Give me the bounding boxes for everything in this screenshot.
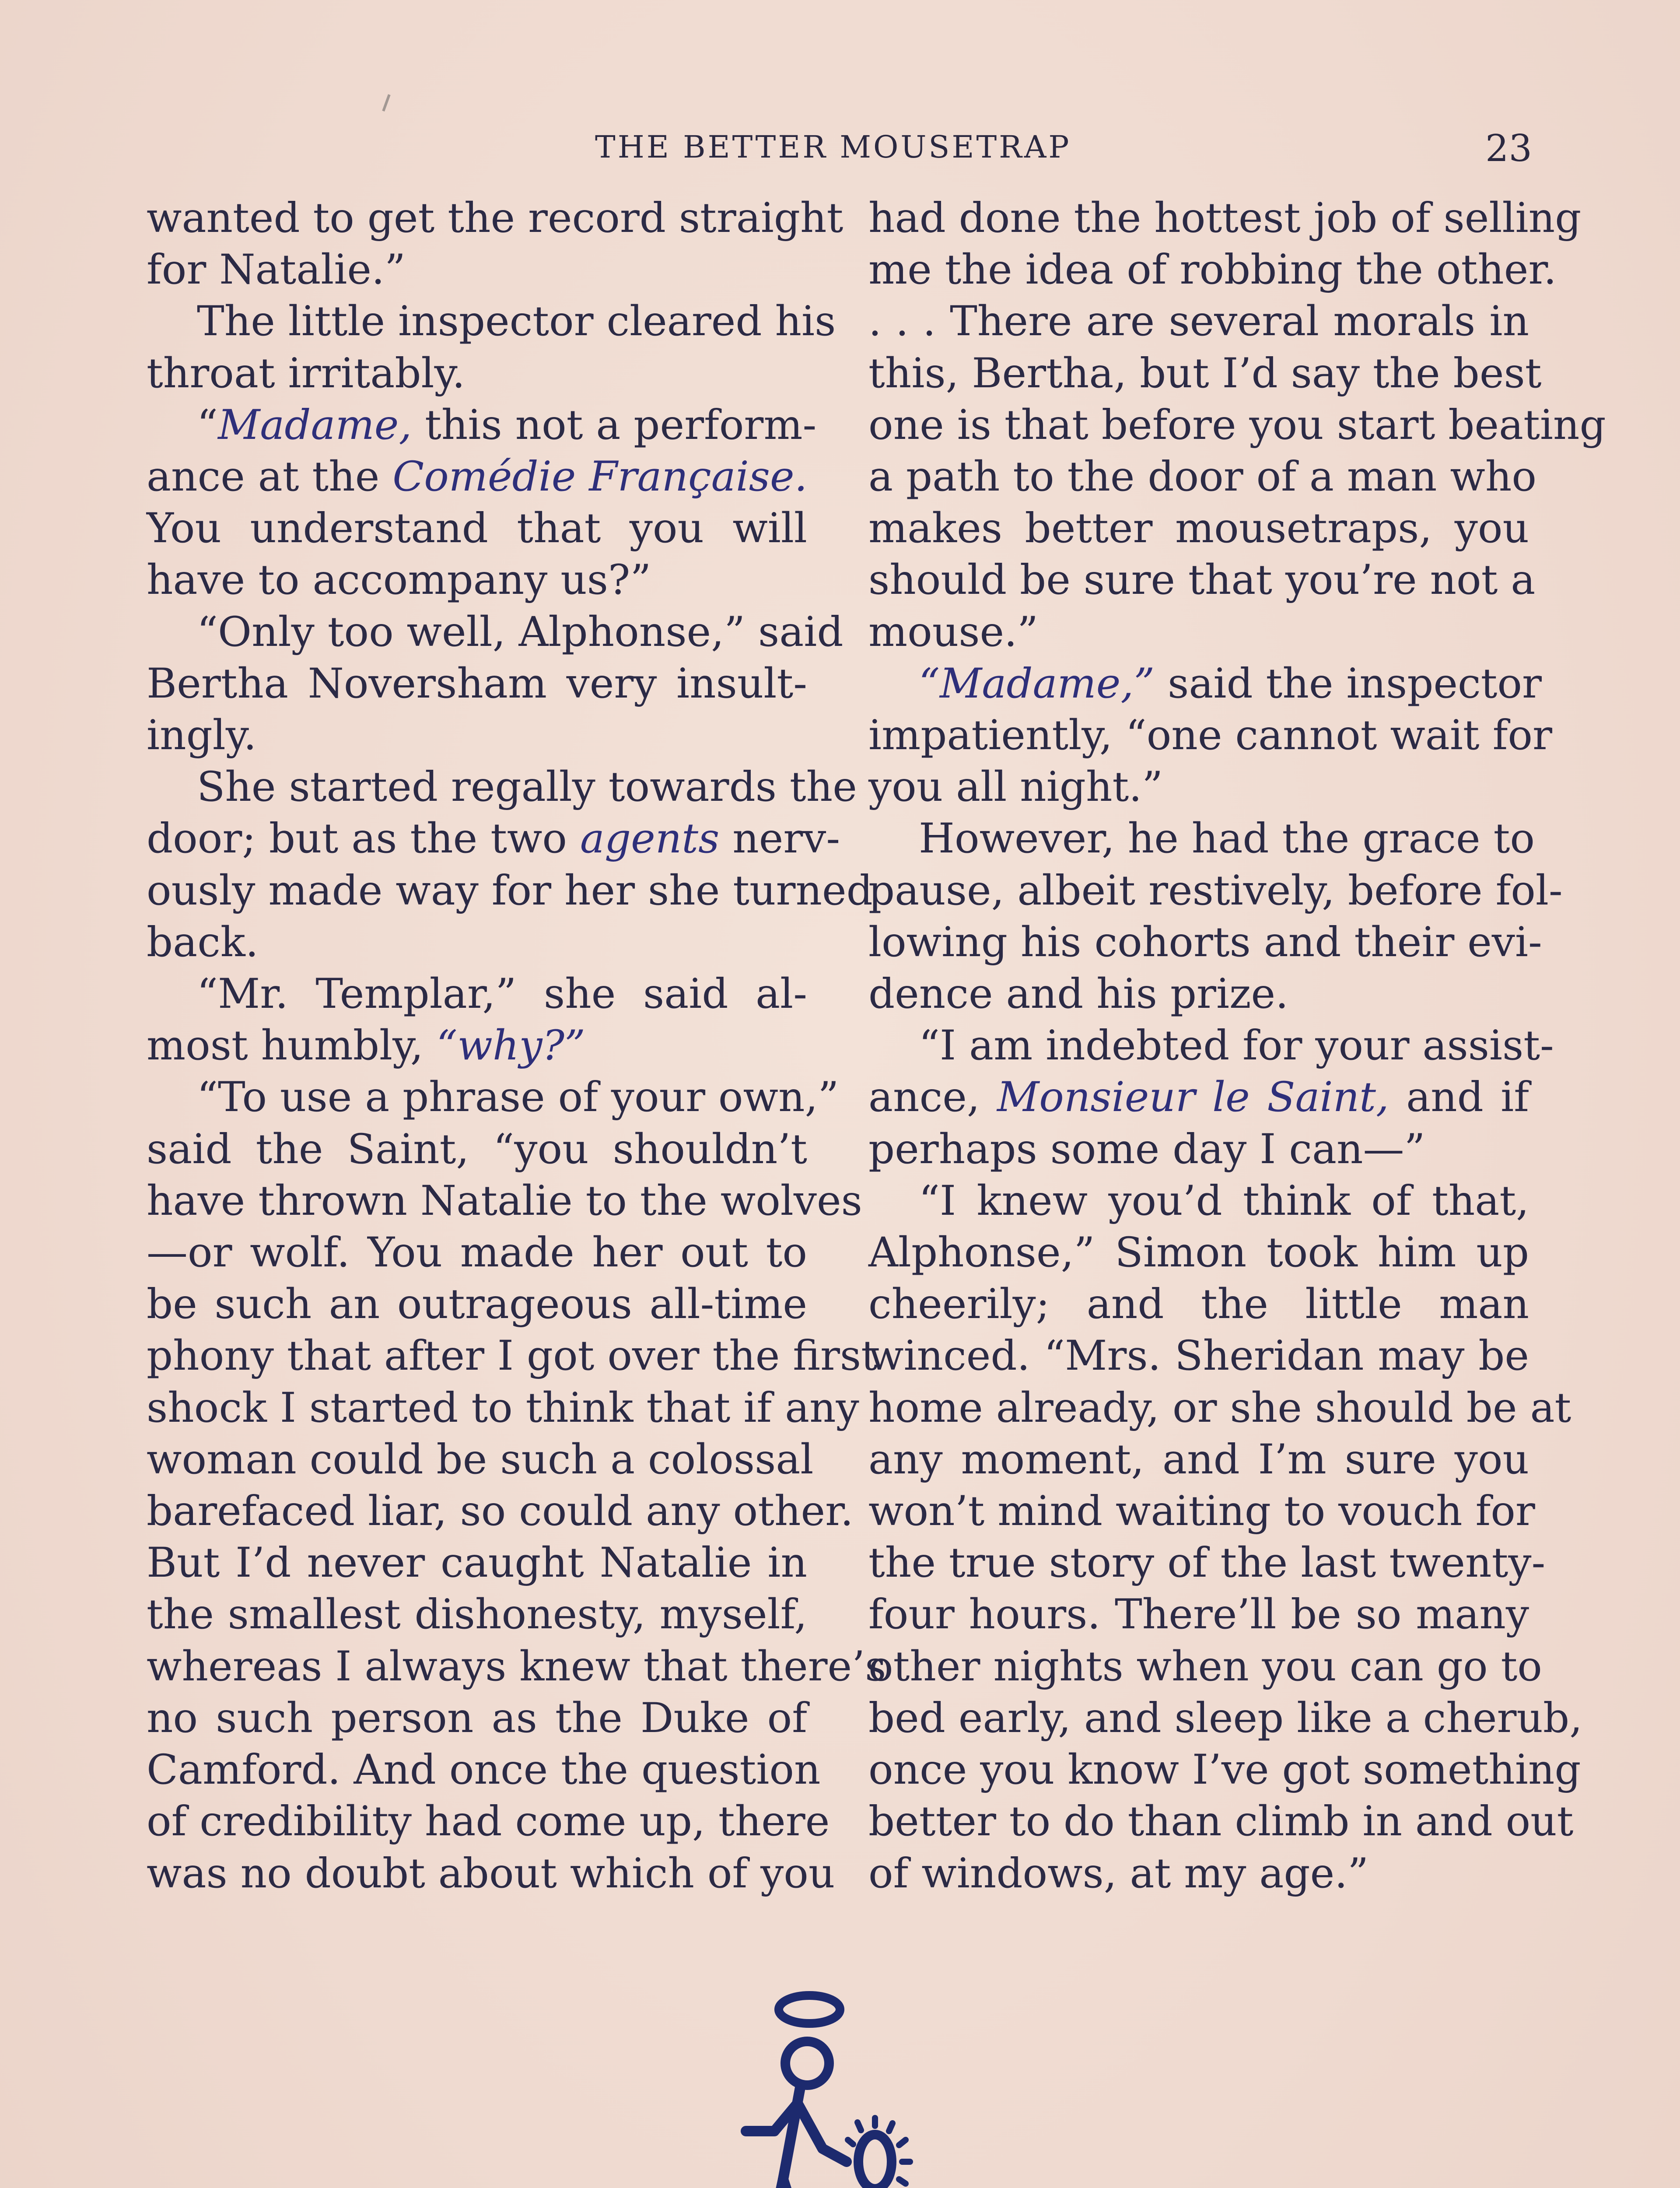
text-line: the smallest dishonesty, myself, xyxy=(147,1591,807,1639)
text-line: have to accompany us?” xyxy=(147,556,651,604)
paragraph xyxy=(868,658,1552,813)
text-line: Camford. And once the question xyxy=(147,1746,821,1794)
text-line: for Natalie.” xyxy=(147,246,406,294)
text-line: mouse.” xyxy=(868,608,1039,656)
text-line: other nights when you can go to xyxy=(868,1642,1542,1690)
text-line: She started regally towards the xyxy=(197,763,857,811)
text-line: shock I started to think that if any xyxy=(147,1384,859,1432)
text-line: this, Bertha, but I’d say the best xyxy=(868,349,1542,397)
text-line: ingly. xyxy=(147,712,257,760)
text-line: you all night.” xyxy=(868,763,1163,811)
text-line: pause, albeit restively, before fol- xyxy=(868,866,1563,915)
text-line: one is that before you start beating xyxy=(868,401,1606,449)
text-line: Bertha Noversham very insult- xyxy=(147,659,807,708)
text-line: any moment, and I’m sure you xyxy=(868,1435,1529,1483)
text-line: woman could be such a colossal xyxy=(147,1435,814,1483)
text-line: throat irritably. xyxy=(147,349,466,397)
text-line: should be sure that you’re not a xyxy=(868,556,1536,604)
text-line: the true story of the last twenty- xyxy=(868,1539,1546,1587)
text-line: home already, or she should be at xyxy=(868,1384,1572,1432)
saint-stick-figure-icon xyxy=(735,1987,945,2188)
text-line: bed early, and sleep like a cherub, xyxy=(868,1694,1583,1742)
text-line: of windows, at my age.” xyxy=(868,1849,1369,1897)
text-line: . . . There are several morals in xyxy=(868,298,1529,346)
text-line: wanted to get the record straight xyxy=(147,194,844,242)
paragraph xyxy=(147,968,807,1072)
text-line: perhaps some day I can—” xyxy=(868,1125,1425,1173)
text-line: have thrown Natalie to the wolves xyxy=(147,1177,862,1225)
text-line: “Mr. Templar,” she said al- xyxy=(197,970,807,1018)
text-line: impatiently, “one cannot wait for xyxy=(868,712,1552,760)
text-line: “To use a phrase of your own,” xyxy=(197,1073,839,1122)
text-line: But I’d never caught Natalie in xyxy=(147,1539,807,1587)
text-line: “Only too well, Alphonse,” said xyxy=(197,608,844,656)
text-line: phony that after I got over the first xyxy=(147,1332,878,1380)
running-head: THE BETTER MOUSETRAP xyxy=(595,129,1071,165)
text-line: cheerily; and the little man xyxy=(868,1280,1529,1329)
text-line: better to do than climb in and out xyxy=(868,1798,1574,1846)
text-line: me the idea of robbing the other. xyxy=(868,246,1557,294)
text-line: “I knew you’d think of that, xyxy=(919,1177,1529,1225)
text-line: “Madame,” said the inspector xyxy=(919,659,1542,708)
text-line: door; but as the two agents nerv- xyxy=(147,815,840,863)
text-line: no such person as the Duke of xyxy=(147,1694,807,1742)
paragraph xyxy=(868,1020,1554,1175)
paragraph xyxy=(147,761,873,968)
text-line: makes better mousetraps, you xyxy=(868,505,1529,553)
text-line: back. xyxy=(147,918,259,966)
text-line: was no doubt about which of you xyxy=(147,1849,835,1897)
text-line: —or wolf. You made her out to xyxy=(147,1229,807,1277)
page-number: 23 xyxy=(1485,127,1532,170)
paragraph xyxy=(147,296,836,399)
text-line: dence and his prize. xyxy=(868,970,1289,1018)
left-text-column xyxy=(147,193,886,1900)
paragraph xyxy=(147,1072,886,1899)
text-line: winced. “Mrs. Sheridan may be xyxy=(868,1332,1529,1380)
ink-mark xyxy=(382,94,390,112)
text-line: four hours. There’ll be so many xyxy=(868,1591,1529,1639)
text-line: “Madame, this not a perform- xyxy=(197,401,817,449)
text-line: The little inspector cleared his xyxy=(197,298,836,346)
paragraph xyxy=(147,400,817,607)
paragraph xyxy=(147,607,844,762)
text-line: Alphonse,” Simon took him up xyxy=(868,1229,1529,1277)
text-line: whereas I always knew that there’s xyxy=(147,1642,886,1690)
text-line: won’t mind waiting to vouch for xyxy=(868,1487,1535,1536)
paragraph xyxy=(868,193,1606,658)
paragraph xyxy=(868,1175,1583,1900)
text-line: be such an outrageous all-time xyxy=(147,1280,807,1329)
text-line: barefaced liar, so could any other. xyxy=(147,1487,854,1536)
paragraph xyxy=(868,813,1563,1020)
text-line: a path to the door of a man who xyxy=(868,453,1536,501)
text-line: ance at the Comédie Française. xyxy=(147,453,808,501)
text-line: most humbly, “why?” xyxy=(147,1022,586,1070)
text-line: had done the hottest job of selling xyxy=(868,194,1582,242)
text-line: lowing his cohorts and their evi- xyxy=(868,918,1542,966)
right-text-column xyxy=(868,193,1606,1900)
text-line: ance, Monsieur le Saint, and if xyxy=(868,1073,1529,1122)
paragraph xyxy=(147,193,844,296)
text-line: said the Saint, “you shouldn’t xyxy=(147,1125,807,1173)
text-line: of credibility had come up, there xyxy=(147,1798,830,1846)
text-line: once you know I’ve got something xyxy=(868,1746,1581,1794)
text-line: “I am indebted for your assist- xyxy=(919,1022,1554,1070)
text-line: ously made way for her she turned xyxy=(147,866,873,915)
text-line: You understand that you will xyxy=(147,505,807,553)
text-line: However, he had the grace to xyxy=(919,815,1535,863)
